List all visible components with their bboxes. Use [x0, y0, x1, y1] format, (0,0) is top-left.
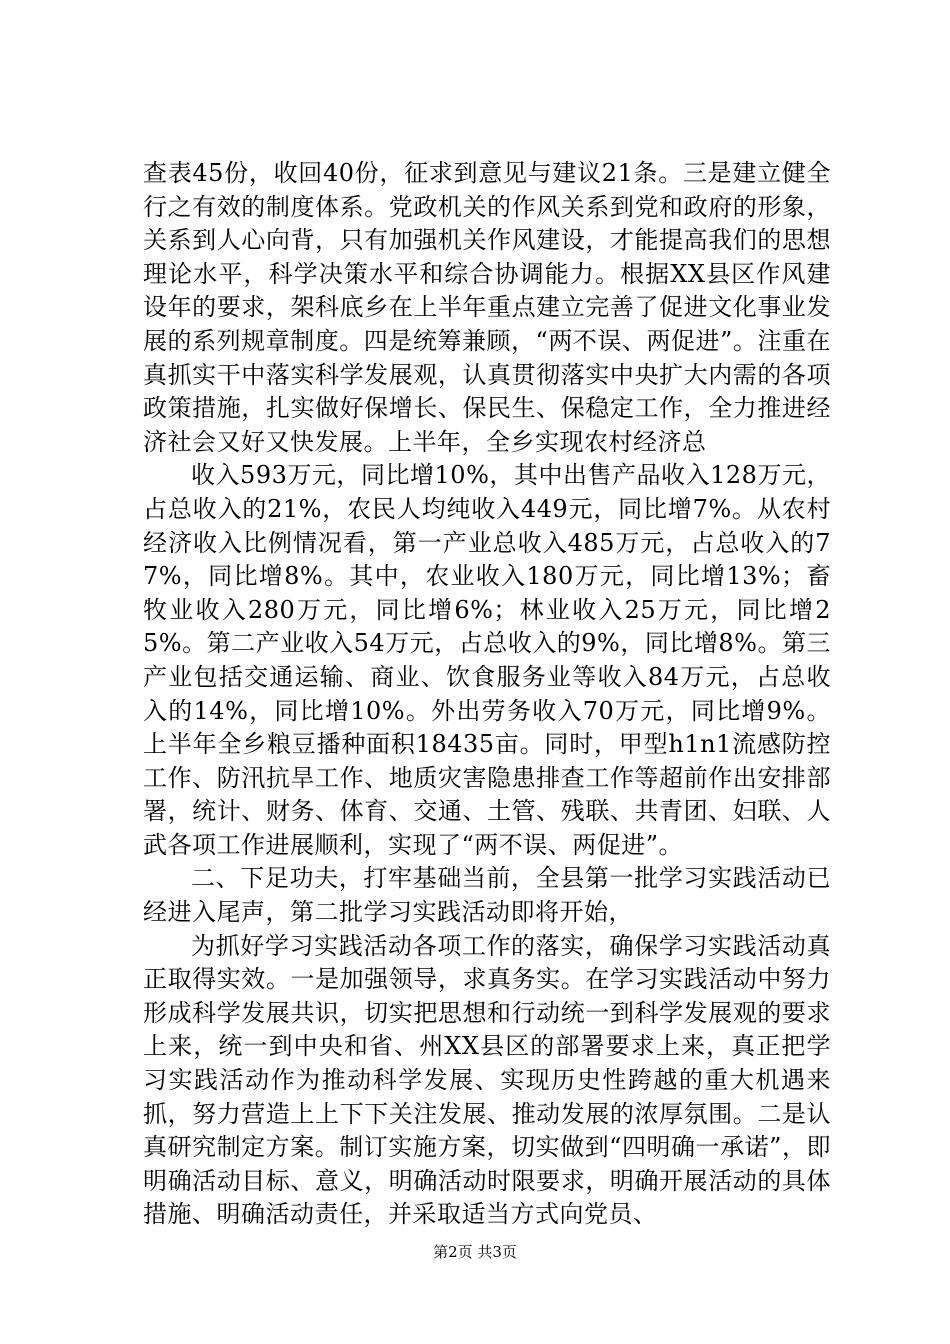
paragraph-2: 收入593万元，同比增10%，其中出售产品收入128万元，占总收入的21%，农民人均纯收入449元，同比增7%。从农村经济收入比例情况看，第一产业总收入485万元，占总收入的77%，同比增8%。其中，农业收入180万元，同比增13%；畜牧业收入280万元，同比增6%；林业收入25万元，同比增25%。第二产业收入54万元，占总收入的9%，同比增8%。第三产业包括交通运输、商业、饮食服务业等收入84万元，占总收入的14%，同比增10%。外出劳务收入70万元，同比增9%。上半年全乡粮豆播种面积18435亩。同时，甲型h1n1流感防控工作、防汛抗旱工作、地质灾害隐患排查工作等超前作出安排部署，统计、财务、体育、交通、土管、残联、共青团、妇联、人武各项工作进展顺利，实现了“两不误、两促进”。	[143, 461, 831, 859]
document-body	[143, 157, 831, 1232]
page-number-label: 第2页 共3页	[433, 1243, 517, 1261]
paragraph-4: 为抓好学习实践活动各项工作的落实，确保学习实践活动真正取得实效。一是加强领导，求真务实。在学习实践活动中努力形成科学发展共识，切实把思想和行动统一到科学发展观的要求上来，统一到中央和省、州XX县区的部署要求上来，真正把学习实践活动作为推动科学发展、实现历史性跨越的重大机遇来抓，努力营造上上下下关注发展、推动发展的浓厚氛围。二是认真研究制定方案。制订实施方案，切实做到“四明确一承诺”，即明确活动目标、意义，明确活动时限要求，明确开展活动的具体措施、明确活动责任，并采取适当方式向党员、	[143, 931, 831, 1229]
paragraph-3: 二、下足功夫，打牢基础当前，全县第一批学习实践活动已经进入尾声，第二批学习实践活动即将开始，	[143, 864, 831, 927]
paragraph-1: 查表45份，收回40份，征求到意见与建议21条。三是建立健全行之有效的制度体系。党政机关的作风关系到党和政府的形象，关系到人心向背，只有加强机关作风建设，才能提高我们的思想理论水平，科学决策水平和综合协调能力。根据XX县区作风建设年的要求，架科底乡在上半年重点建立完善了促进文化事业发展的系列规章制度。四是统筹兼顾，“两不误、两促进”。注重在真抓实干中落实科学发展观，认真贯彻落实中央扩大内需的各项政策措施，扎实做好保增长、保民生、保稳定工作，全力推进经济社会又好又快发展。上半年，全乡实现农村经济总	[143, 159, 831, 456]
page-footer	[0, 1242, 950, 1262]
